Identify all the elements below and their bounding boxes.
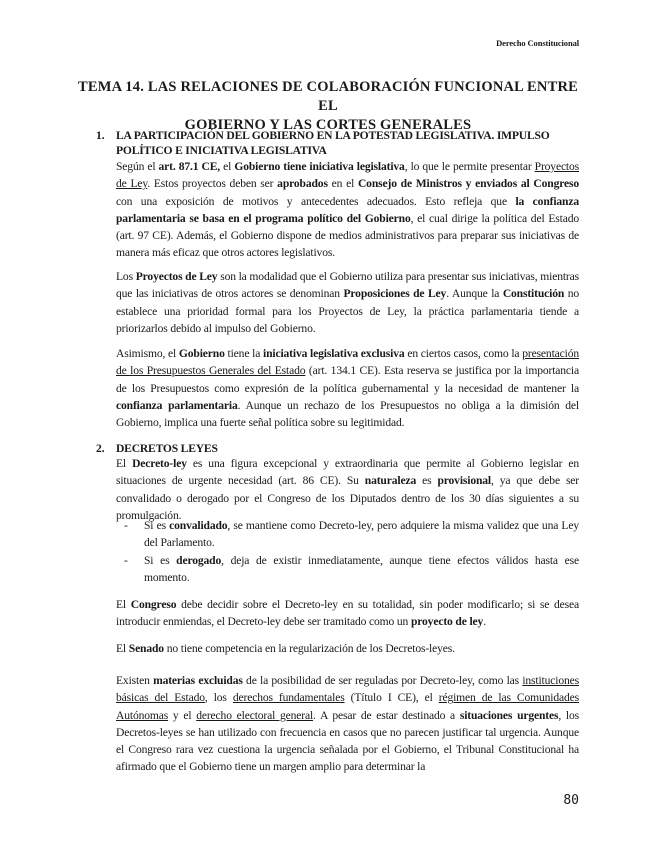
page-title: [74, 78, 582, 135]
title-line-2: GOBIERNO Y LAS CORTES GENERALES: [184, 117, 472, 133]
paragraph: El Congreso debe decidir sobre el Decreto-ley en su totalidad, sin poder modificarlo; si se desea introducir enmiendas, el Decreto-ley debe ser tramitado como un proyecto de ley.: [116, 598, 579, 629]
title-line-1: TEMA 14. LAS RELACIONES DE COLABORACIÓN FUNCIONAL ENTRE EL: [77, 79, 579, 114]
paragraph: Según el art. 87.1 CE, el Gobierno tiene iniciativa legislativa, lo que le permite presentar Proyectos de Ley. Estos proyectos deben ser aprobados en el Consejo de Ministros y enviados al Congreso con una exposición de motivos y antecedentes adecuados. Esto refleja que la confianza parlamentaria se basa en el programa político del Gobierno, el cual dirige la política del Estado (art. 97 CE). Además, el Gobierno dispone de medios administrativos para preparar sus iniciativas de manera más eficaz que otros actores legislativos.: [116, 160, 580, 260]
paragraph: El Decreto-ley es una figura excepcional y extraordinaria que permite al Gobierno legislar en situaciones de urgente necesidad (art. 86 CE). Su naturaleza es provisional, ya que debe ser convalidado o derogado por el Congreso de los Diputados dentro de los 30 días siguientes a su promulgación.: [116, 457, 580, 522]
section-1-title: LA PARTICIPACIÓN DEL GOBIERNO EN LA POTESTAD LEGISLATIVA. IMPULSO POLÍTICO E INICIATIVA LEGISLATIVA: [116, 129, 550, 157]
paragraph: El Senado no tiene competencia en la regularización de los Decretos-leyes.: [116, 642, 455, 655]
bullet-dash: -: [124, 554, 128, 567]
section-1-heading: [96, 128, 586, 158]
paragraph: Asimismo, el Gobierno tiene la iniciativa legislativa exclusiva en ciertos casos, como la presentación de los Presupuestos Generales del Estado (art. 134.1 CE). Esta reserva se justifica por la importancia de los Presupuestos como expresión de la política gubernamental y la necesidad de mantener la confianza parlamentaria. Aunque un rechazo de los Presupuestos no obliga a la dimisión del Gobierno, implica una fuerte señal política sobre su legitimidad.: [116, 347, 580, 430]
section-1-number: 1.: [96, 129, 105, 142]
page-number: 80: [563, 793, 579, 808]
paragraph: Existen materias excluidas de la posibilidad de ser reguladas por Decreto-ley, como las instituciones básicas del Estado, los derechos fundamentales (Título I CE), el régimen de las Comunidades Autónomas y el derecho electoral general. A pesar de estar destinado a situaciones urgentes, los Decretos-leyes se han utilizado con frecuencia en casos que no parecen justificar tal urgencia. Aunque el Congreso rara vez cuestiona la urgencia señalada por el Gobierno, el Tribunal Constitucional ha afirmado que el Gobierno tiene un margen amplio para determinar la: [116, 674, 580, 774]
list-item: - Si es derogado, deja de existir inmediatamente, aunque tiene efectos válidos hasta ese momento.: [124, 554, 579, 585]
bullet-dash: -: [124, 519, 128, 532]
paragraph: Los Proyectos de Ley son la modalidad que el Gobierno utiliza para presentar sus iniciativas, mientras que las iniciativas de otros actores se denominan Proposiciones de Ley. Aunque la Constitución no establece una prioridad formal para los Proyectos de Ley, la práctica parlamentaria tiende a priorizarlos debido al impulso del Gobierno.: [116, 270, 579, 335]
list-item: - Si es convalidado, se mantiene como Decreto-ley, pero adquiere la misma validez que una Ley del Parlamento.: [124, 519, 579, 550]
section-2-heading: [96, 441, 586, 456]
section-2-number: 2.: [96, 442, 105, 455]
section-2-title: DECRETOS LEYES: [116, 442, 218, 455]
running-header: Derecho Constitucional: [496, 38, 579, 48]
